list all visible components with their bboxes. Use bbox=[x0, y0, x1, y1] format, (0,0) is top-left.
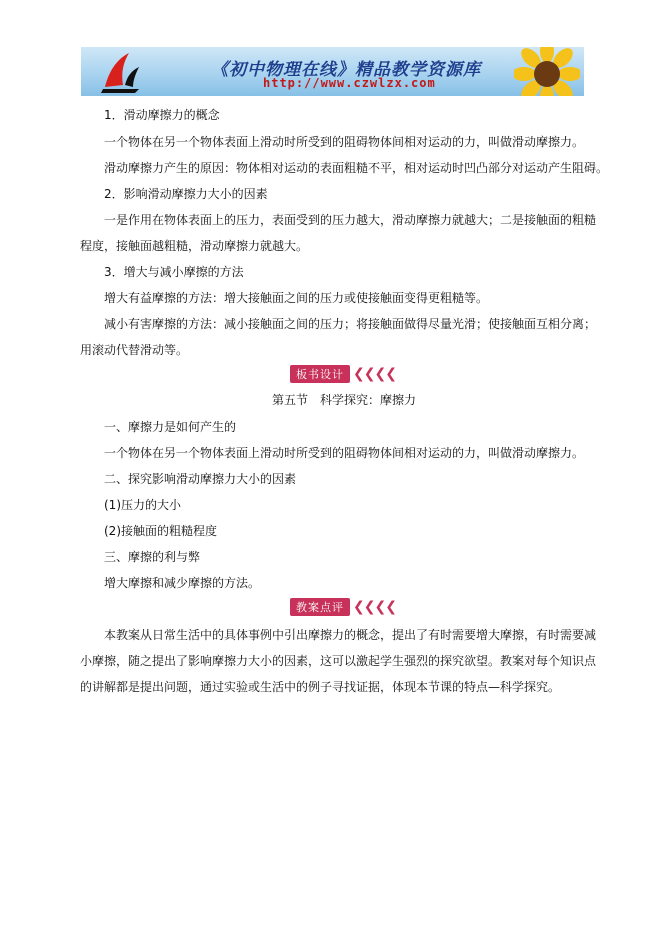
header-banner bbox=[81, 47, 584, 96]
review-tag bbox=[290, 598, 396, 616]
section-3-paragraph-2-line-2: 用滚动代替滑动等。 bbox=[80, 343, 189, 357]
section-3-paragraph-2-line-1: 减小有害摩擦的方法：减小接触面之间的压力；将接触面做得尽量光滑；使接触面互相分离； bbox=[104, 317, 597, 331]
board-design-label: 板书设计 bbox=[290, 365, 350, 383]
section-2-paragraph-line-2: 程度，接触面越粗糙，滑动摩擦力就越大。 bbox=[80, 239, 309, 253]
board-item-2a: (1)压力的大小 bbox=[104, 498, 181, 512]
section-1-paragraph-1: 一个物体在另一个物体表面上滑动时所受到的阻碍物体间相对运动的力，叫做滑动摩擦力。 bbox=[104, 135, 585, 149]
section-2-heading: 2．影响滑动摩擦力大小的因素 bbox=[104, 187, 268, 201]
logo-icon bbox=[99, 51, 143, 93]
section-1-paragraph-2: 滑动摩擦力产生的原因：物体相对运动的表面粗糙不平，相对运动时凹凸部分对运动产生阻碍。 bbox=[104, 161, 609, 175]
review-line-3: 的讲解都是提出问题，通过实验或生活中的例子寻找证据，体现本节课的特点—科学探究。 bbox=[80, 680, 561, 694]
banner-title: 《初中物理在线》精品教学资源库 bbox=[211, 60, 481, 80]
board-item-3-text: 增大摩擦和减少摩擦的方法。 bbox=[104, 576, 261, 590]
review-line-2: 小摩擦，随之提出了影响摩擦力大小的因素，这可以激起学生强烈的探究欲望。教案对每个知识点 bbox=[80, 654, 597, 668]
banner-url[interactable]: http://www.czwlzx.com bbox=[263, 76, 436, 90]
sunflower-icon bbox=[514, 47, 580, 96]
board-design-tag bbox=[290, 365, 396, 383]
section-1-heading: 1．滑动摩擦力的概念 bbox=[104, 108, 220, 122]
board-item-2: 二、探究影响滑动摩擦力大小的因素 bbox=[104, 472, 297, 486]
section-3-heading: 3．增大与减小摩擦的方法 bbox=[104, 265, 244, 279]
section-2-paragraph-line-1: 一是作用在物体表面上的压力，表面受到的压力越大，滑动摩擦力就越大；二是接触面的粗糙 bbox=[104, 213, 597, 227]
review-line-1: 本教案从日常生活中的具体事例中引出摩擦力的概念，提出了有时需要增大摩擦，有时需要减 bbox=[104, 628, 597, 642]
board-item-2b: (2)接触面的粗糙程度 bbox=[104, 524, 217, 538]
board-item-3: 三、摩擦的利与弊 bbox=[104, 550, 201, 564]
board-item-1: 一、摩擦力是如何产生的 bbox=[104, 420, 237, 434]
chevrons-left-icon: ❮❮❮❮ bbox=[353, 366, 396, 382]
chevrons-left-icon: ❮❮❮❮ bbox=[353, 599, 396, 615]
section-3-paragraph-1: 增大有益摩擦的方法：增大接触面之间的压力或使接触面变得更粗糙等。 bbox=[104, 291, 489, 305]
board-title: 第五节 科学探究：摩擦力 bbox=[272, 393, 417, 407]
board-item-1-text: 一个物体在另一个物体表面上滑动时所受到的阻碍物体间相对运动的力，叫做滑动摩擦力。 bbox=[104, 446, 585, 460]
review-label: 教案点评 bbox=[290, 598, 350, 616]
